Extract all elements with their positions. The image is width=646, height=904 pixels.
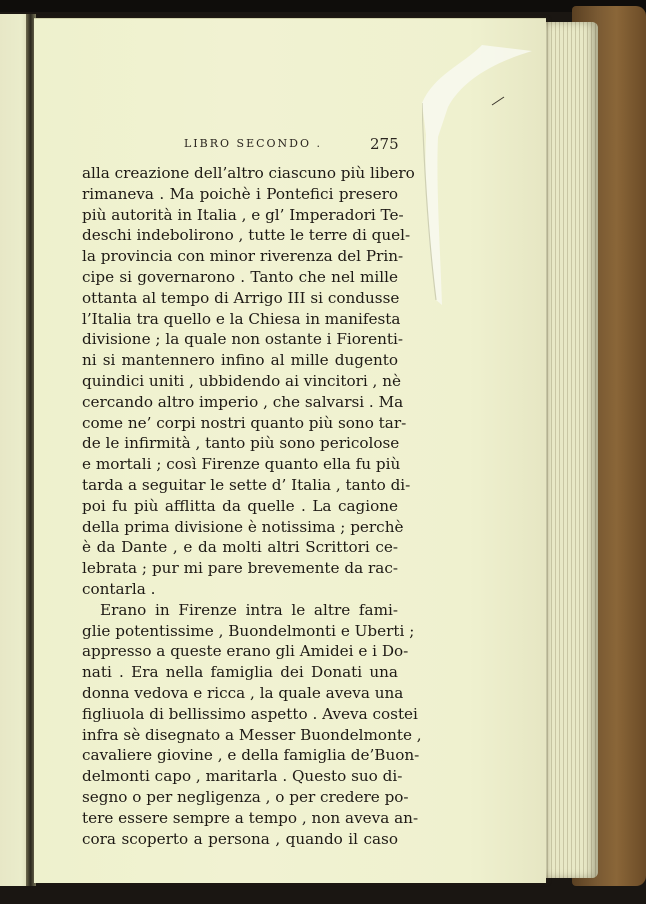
text-line: cavaliere giovine , e della famiglia de’Buon- xyxy=(82,746,420,765)
text-line: nati . Era nella famiglia dei Donati una xyxy=(82,663,398,682)
text-line: ni si mantennero infino al mille dugento xyxy=(82,351,398,370)
paper-tear xyxy=(422,45,532,305)
book-page xyxy=(34,18,546,883)
text-line: come ne’ corpi nostri quanto più sono tar- xyxy=(82,413,407,432)
text-line: cercando altro imperio , che salvarsi . Ma xyxy=(82,392,404,411)
text-line: alla creazione dell’altro ciascuno più libero xyxy=(82,164,415,182)
text-line: de le infirmità , tanto più sono pericolose xyxy=(82,434,400,453)
text-line: lebrata ; pur mi pare brevemente da rac- xyxy=(82,559,398,578)
text-line: l’Italia tra quello e la Chiesa in manifesta xyxy=(82,309,401,328)
text-line: appresso a queste erano gli Amidei e i Do- xyxy=(82,642,409,661)
text-line: rimaneva . Ma poichè i Pontefici presero xyxy=(82,184,398,203)
running-head xyxy=(34,137,546,157)
body-text xyxy=(82,163,422,849)
text-line: segno o per negligenza , o per credere po- xyxy=(82,787,409,806)
text-line: cipe si governarono . Tanto che nel mille xyxy=(82,267,398,286)
text-line: ottanta al tempo di Arrigo III si condusse xyxy=(82,288,400,307)
text-line: più autorità in Italia , e gl’ Imperadori Te- xyxy=(82,205,404,224)
text-line: cora scoperto a persona , quando il caso xyxy=(82,829,398,848)
text-line: glie potentissime , Buondelmonti e Uberti ; xyxy=(82,621,415,640)
scan-background xyxy=(0,0,646,12)
text-line: è da Dante , e da molti altri Scrittori ce- xyxy=(82,538,398,557)
text-line: deschi indebolirono , tutte le terre di quel- xyxy=(82,226,411,245)
text-line: e mortali ; così Firenze quanto ella fu più xyxy=(82,455,401,474)
paragraph-start-line: Erano in Firenze intra le altre fami- xyxy=(100,600,398,619)
text-line: figliuola di bellissimo aspetto . Aveva costei xyxy=(82,704,418,723)
text-line: poi fu più afflitta da quelle . La cagione xyxy=(82,496,398,515)
running-title: LIBRO SECONDO . xyxy=(184,137,322,150)
text-line: la provincia con minor riverenza del Prin- xyxy=(82,247,404,266)
text-line: tarda a seguitar le sette d’ Italia , tanto di- xyxy=(82,475,411,494)
text-line: delmonti capo , maritarla . Questo suo di- xyxy=(82,767,403,786)
text-line: quindici uniti , ubbidendo ai vincitori , nè xyxy=(82,371,401,390)
text-line: tere essere sempre a tempo , non aveva an- xyxy=(82,808,419,827)
page-number: 275 xyxy=(370,135,399,153)
text-line: donna vedova e ricca , la quale aveva una xyxy=(82,683,404,702)
text-line: della prima divisione è notissima ; perchè xyxy=(82,517,404,536)
text-line: infra sè disegnato a Messer Buondelmonte , xyxy=(82,725,422,744)
paragraph-end-line: contarla . xyxy=(82,579,156,598)
text-line: divisione ; la quale non ostante i Fiorenti- xyxy=(82,330,403,349)
